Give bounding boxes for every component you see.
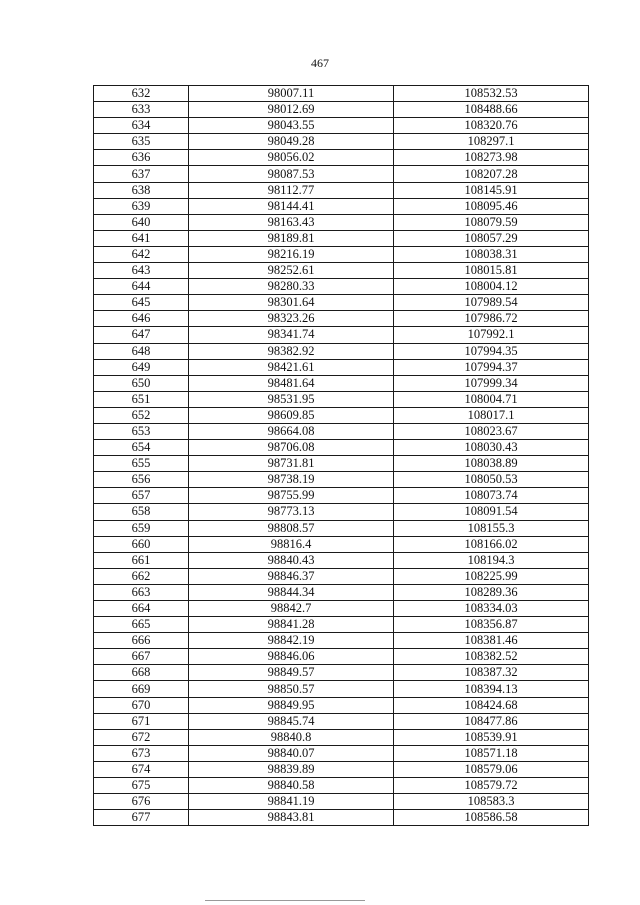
x-coordinate-cell: 98773.13	[189, 504, 394, 520]
y-coordinate-cell: 108079.59	[394, 214, 589, 230]
table-row	[94, 150, 589, 166]
point-number-cell: 647	[94, 327, 189, 343]
x-coordinate-cell: 98301.64	[189, 295, 394, 311]
point-number-cell: 656	[94, 472, 189, 488]
y-coordinate-cell: 108166.02	[394, 536, 589, 552]
y-coordinate-cell: 108334.03	[394, 601, 589, 617]
table-row	[94, 198, 589, 214]
y-coordinate-cell: 108057.29	[394, 230, 589, 246]
point-number-cell: 662	[94, 568, 189, 584]
table-row	[94, 649, 589, 665]
y-coordinate-cell: 108382.52	[394, 649, 589, 665]
y-coordinate-cell: 107989.54	[394, 295, 589, 311]
y-coordinate-cell: 108050.53	[394, 472, 589, 488]
table-row	[94, 423, 589, 439]
y-coordinate-cell: 108571.18	[394, 745, 589, 761]
table-row	[94, 697, 589, 713]
x-coordinate-cell: 98850.57	[189, 681, 394, 697]
y-coordinate-cell: 108155.3	[394, 520, 589, 536]
x-coordinate-cell: 98341.74	[189, 327, 394, 343]
table-row	[94, 440, 589, 456]
point-number-cell: 654	[94, 440, 189, 456]
x-coordinate-cell: 98840.8	[189, 729, 394, 745]
x-coordinate-cell: 98382.92	[189, 343, 394, 359]
coordinate-table	[93, 85, 589, 826]
table-row	[94, 568, 589, 584]
y-coordinate-cell: 107994.37	[394, 359, 589, 375]
y-coordinate-cell: 108579.72	[394, 778, 589, 794]
x-coordinate-cell: 98842.19	[189, 633, 394, 649]
x-coordinate-cell: 98840.58	[189, 778, 394, 794]
point-number-cell: 633	[94, 102, 189, 118]
x-coordinate-cell: 98163.43	[189, 214, 394, 230]
y-coordinate-cell: 108586.58	[394, 810, 589, 826]
table-row	[94, 552, 589, 568]
table-row	[94, 166, 589, 182]
y-coordinate-cell: 108532.53	[394, 86, 589, 102]
y-coordinate-cell: 108488.66	[394, 102, 589, 118]
point-number-cell: 671	[94, 713, 189, 729]
x-coordinate-cell: 98216.19	[189, 246, 394, 262]
y-coordinate-cell: 108004.12	[394, 279, 589, 295]
y-coordinate-cell: 108017.1	[394, 407, 589, 423]
y-coordinate-cell: 108091.54	[394, 504, 589, 520]
y-coordinate-cell: 108038.89	[394, 456, 589, 472]
y-coordinate-cell: 108477.86	[394, 713, 589, 729]
table-row	[94, 633, 589, 649]
y-coordinate-cell: 108207.28	[394, 166, 589, 182]
x-coordinate-cell: 98840.43	[189, 552, 394, 568]
x-coordinate-cell: 98043.55	[189, 118, 394, 134]
x-coordinate-cell: 98842.7	[189, 601, 394, 617]
table-row	[94, 279, 589, 295]
point-number-cell: 668	[94, 665, 189, 681]
point-number-cell: 641	[94, 230, 189, 246]
point-number-cell: 657	[94, 488, 189, 504]
point-number-cell: 650	[94, 375, 189, 391]
x-coordinate-cell: 98189.81	[189, 230, 394, 246]
point-number-cell: 632	[94, 86, 189, 102]
table-row	[94, 536, 589, 552]
table-row	[94, 230, 589, 246]
y-coordinate-cell: 108394.13	[394, 681, 589, 697]
x-coordinate-cell: 98731.81	[189, 456, 394, 472]
x-coordinate-cell: 98844.34	[189, 584, 394, 600]
table-row	[94, 713, 589, 729]
table-row	[94, 617, 589, 633]
point-number-cell: 646	[94, 311, 189, 327]
x-coordinate-cell: 98839.89	[189, 761, 394, 777]
point-number-cell: 672	[94, 729, 189, 745]
x-coordinate-cell: 98841.28	[189, 617, 394, 633]
y-coordinate-cell: 107992.1	[394, 327, 589, 343]
table-row	[94, 86, 589, 102]
point-number-cell: 667	[94, 649, 189, 665]
point-number-cell: 649	[94, 359, 189, 375]
table-row	[94, 263, 589, 279]
x-coordinate-cell: 98144.41	[189, 198, 394, 214]
table-row	[94, 681, 589, 697]
point-number-cell: 638	[94, 182, 189, 198]
y-coordinate-cell: 108539.91	[394, 729, 589, 745]
y-coordinate-cell: 108381.46	[394, 633, 589, 649]
table-row	[94, 391, 589, 407]
table-row	[94, 327, 589, 343]
x-coordinate-cell: 98531.95	[189, 391, 394, 407]
table-row	[94, 295, 589, 311]
x-coordinate-cell: 98049.28	[189, 134, 394, 150]
y-coordinate-cell: 108273.98	[394, 150, 589, 166]
point-number-cell: 669	[94, 681, 189, 697]
point-number-cell: 652	[94, 407, 189, 423]
x-coordinate-cell: 98252.61	[189, 263, 394, 279]
x-coordinate-cell: 98755.99	[189, 488, 394, 504]
table-row	[94, 504, 589, 520]
point-number-cell: 642	[94, 246, 189, 262]
point-number-cell: 651	[94, 391, 189, 407]
y-coordinate-cell: 108030.43	[394, 440, 589, 456]
table-row	[94, 729, 589, 745]
x-coordinate-cell: 98846.37	[189, 568, 394, 584]
x-coordinate-cell: 98112.77	[189, 182, 394, 198]
table-row	[94, 520, 589, 536]
table-row	[94, 102, 589, 118]
point-number-cell: 663	[94, 584, 189, 600]
x-coordinate-cell: 98280.33	[189, 279, 394, 295]
point-number-cell: 674	[94, 761, 189, 777]
y-coordinate-cell: 108073.74	[394, 488, 589, 504]
point-number-cell: 635	[94, 134, 189, 150]
x-coordinate-cell: 98481.64	[189, 375, 394, 391]
table-row	[94, 488, 589, 504]
x-coordinate-cell: 98849.57	[189, 665, 394, 681]
table-row	[94, 214, 589, 230]
table-row	[94, 407, 589, 423]
y-coordinate-cell: 108015.81	[394, 263, 589, 279]
x-coordinate-cell: 98849.95	[189, 697, 394, 713]
y-coordinate-cell: 108225.99	[394, 568, 589, 584]
y-coordinate-cell: 108579.06	[394, 761, 589, 777]
point-number-cell: 643	[94, 263, 189, 279]
x-coordinate-cell: 98012.69	[189, 102, 394, 118]
y-coordinate-cell: 108004.71	[394, 391, 589, 407]
table-row	[94, 118, 589, 134]
point-number-cell: 658	[94, 504, 189, 520]
x-coordinate-cell: 98808.57	[189, 520, 394, 536]
point-number-cell: 659	[94, 520, 189, 536]
point-number-cell: 664	[94, 601, 189, 617]
x-coordinate-cell: 98706.08	[189, 440, 394, 456]
y-coordinate-cell: 108356.87	[394, 617, 589, 633]
table-row	[94, 182, 589, 198]
x-coordinate-cell: 98007.11	[189, 86, 394, 102]
point-number-cell: 661	[94, 552, 189, 568]
point-number-cell: 670	[94, 697, 189, 713]
point-number-cell: 676	[94, 794, 189, 810]
point-number-cell: 673	[94, 745, 189, 761]
point-number-cell: 653	[94, 423, 189, 439]
table-row	[94, 134, 589, 150]
x-coordinate-cell: 98421.61	[189, 359, 394, 375]
y-coordinate-cell: 108583.3	[394, 794, 589, 810]
point-number-cell: 637	[94, 166, 189, 182]
x-coordinate-cell: 98840.07	[189, 745, 394, 761]
point-number-cell: 675	[94, 778, 189, 794]
x-coordinate-cell: 98846.06	[189, 649, 394, 665]
point-number-cell: 645	[94, 295, 189, 311]
y-coordinate-cell: 108194.3	[394, 552, 589, 568]
point-number-cell: 655	[94, 456, 189, 472]
y-coordinate-cell: 108320.76	[394, 118, 589, 134]
x-coordinate-cell: 98056.02	[189, 150, 394, 166]
table-row	[94, 359, 589, 375]
point-number-cell: 666	[94, 633, 189, 649]
point-number-cell: 636	[94, 150, 189, 166]
table-row	[94, 745, 589, 761]
table-row	[94, 761, 589, 777]
y-coordinate-cell: 108023.67	[394, 423, 589, 439]
y-coordinate-cell: 108038.31	[394, 246, 589, 262]
table-row	[94, 246, 589, 262]
point-number-cell: 660	[94, 536, 189, 552]
x-coordinate-cell: 98738.19	[189, 472, 394, 488]
y-coordinate-cell: 107994.35	[394, 343, 589, 359]
table-row	[94, 778, 589, 794]
y-coordinate-cell: 108095.46	[394, 198, 589, 214]
y-coordinate-cell: 108297.1	[394, 134, 589, 150]
y-coordinate-cell: 108387.32	[394, 665, 589, 681]
table-row	[94, 343, 589, 359]
y-coordinate-cell: 108145.91	[394, 182, 589, 198]
table-row	[94, 665, 589, 681]
y-coordinate-cell: 107999.34	[394, 375, 589, 391]
table-row	[94, 794, 589, 810]
x-coordinate-cell: 98845.74	[189, 713, 394, 729]
point-number-cell: 639	[94, 198, 189, 214]
table-row	[94, 456, 589, 472]
y-coordinate-cell: 107986.72	[394, 311, 589, 327]
y-coordinate-cell: 108424.68	[394, 697, 589, 713]
scan-artifact-line	[205, 900, 365, 901]
point-number-cell: 644	[94, 279, 189, 295]
table-row	[94, 472, 589, 488]
x-coordinate-cell: 98841.19	[189, 794, 394, 810]
table-row	[94, 601, 589, 617]
point-number-cell: 634	[94, 118, 189, 134]
point-number-cell: 665	[94, 617, 189, 633]
table-row	[94, 375, 589, 391]
table-row	[94, 584, 589, 600]
table-body	[94, 86, 589, 826]
point-number-cell: 640	[94, 214, 189, 230]
page-number: 467	[311, 56, 329, 70]
x-coordinate-cell: 98087.53	[189, 166, 394, 182]
point-number-cell: 677	[94, 810, 189, 826]
x-coordinate-cell: 98323.26	[189, 311, 394, 327]
x-coordinate-cell: 98664.08	[189, 423, 394, 439]
x-coordinate-cell: 98609.85	[189, 407, 394, 423]
table-row	[94, 810, 589, 826]
point-number-cell: 648	[94, 343, 189, 359]
x-coordinate-cell: 98843.81	[189, 810, 394, 826]
x-coordinate-cell: 98816.4	[189, 536, 394, 552]
table-row	[94, 311, 589, 327]
y-coordinate-cell: 108289.36	[394, 584, 589, 600]
